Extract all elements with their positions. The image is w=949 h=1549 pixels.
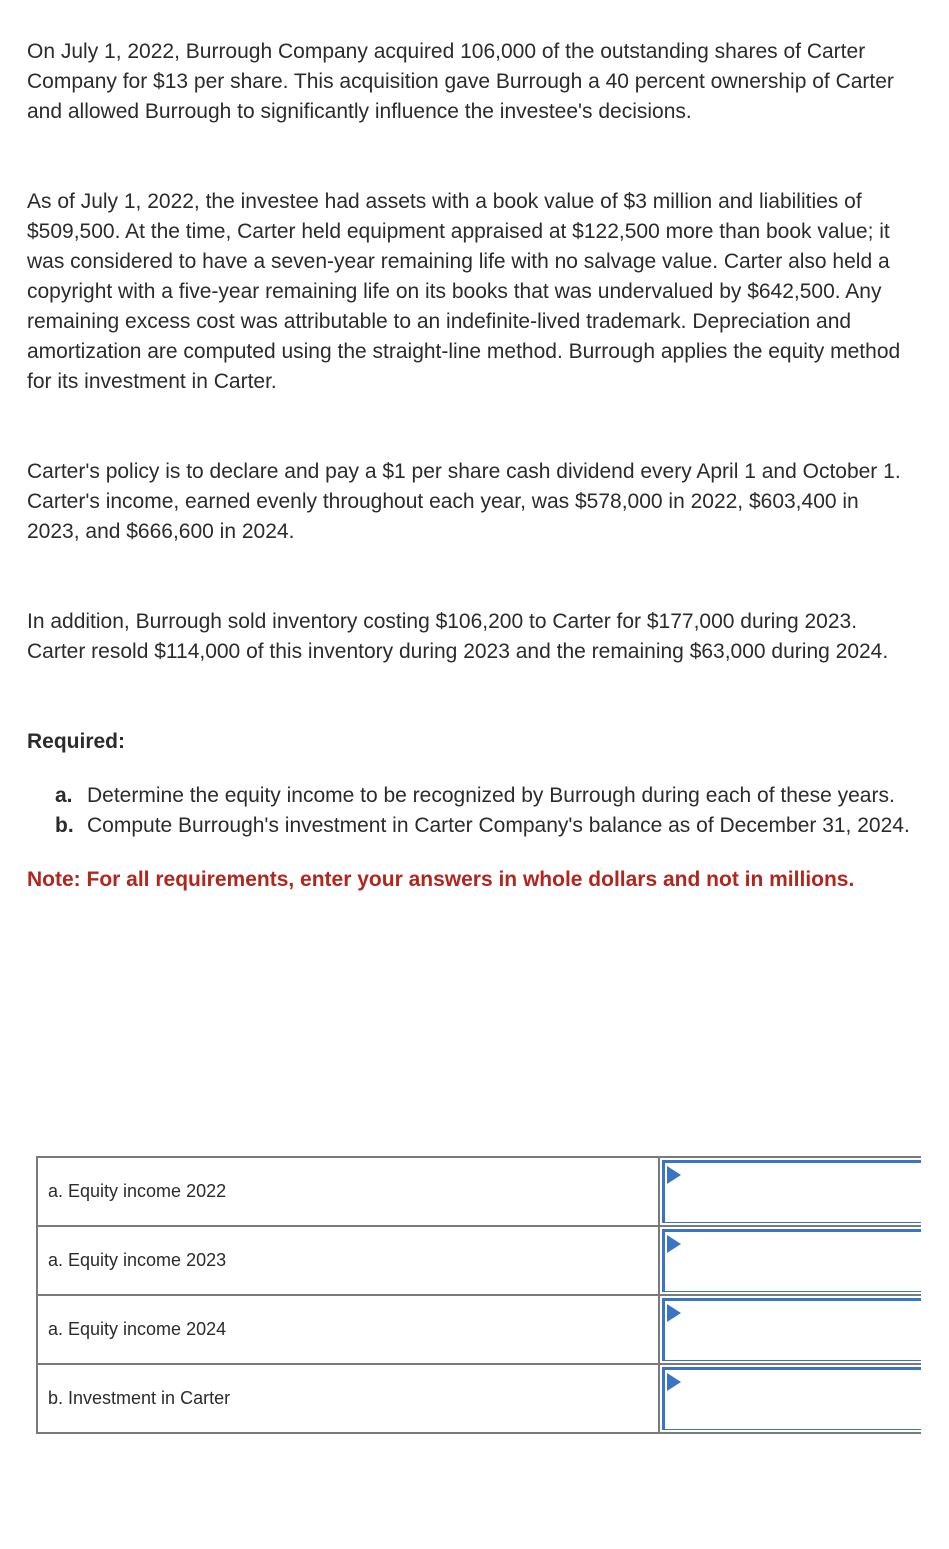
- flag-icon: [667, 1166, 681, 1184]
- required-heading: Required:: [27, 730, 126, 753]
- required-item-text: Compute Burrough's investment in Carter Company's balance as of December 31, 2024.: [87, 814, 910, 837]
- required-item-letter: a.: [55, 784, 73, 807]
- answer-input-investment[interactable]: [665, 1370, 921, 1429]
- answer-row-investment: [37, 1364, 921, 1433]
- answer-label: a. Equity income 2022: [37, 1157, 659, 1226]
- paragraph-inventory-sale: In addition, Burrough sold inventory costing $106,200 to Carter for $177,000 during 2023. Carter resold $114,000 of this inventory during 2023 and the remaining $63,000 during 2024.: [27, 610, 889, 663]
- answer-input-box: [662, 1298, 921, 1361]
- answer-row-equity-2024: [37, 1295, 921, 1364]
- flag-icon: [667, 1235, 681, 1253]
- paragraph-dividend-policy: Carter's policy is to declare and pay a $1 per share cash dividend every April 1 and October 1. Carter's income, earned evenly throughout each year, was $578,000 in 2022, $603,400 in 2023, and $666,600 in 2024.: [27, 460, 901, 543]
- answer-input-equity-2022[interactable]: [665, 1163, 921, 1222]
- note-text: Note: For all requirements, enter your answers in whole dollars and not in millions.: [27, 868, 855, 891]
- answer-cell: [659, 1226, 921, 1295]
- paragraph-investee-details: As of July 1, 2022, the investee had assets with a book value of $3 million and liabilities of $509,500. At the time, Carter held equipment appraised at $122,500 more than book value; it was considered to have a seven-year remaining life with no salvage value. Carter also held a copyright with a five-year remaining life on its books that was undervalued by $642,500. Any remaining excess cost was attributable to an indefinite-lived trademark. Depreciation and amortization are computed using the straight-line method. Burrough applies the equity method for its investment in Carter.: [27, 190, 901, 393]
- answer-input-equity-2023[interactable]: [665, 1232, 921, 1291]
- required-item-letter: b.: [55, 814, 74, 837]
- answer-row-equity-2022: [37, 1157, 921, 1226]
- answer-label: a. Equity income 2023: [37, 1226, 659, 1295]
- required-item-b: [55, 811, 917, 841]
- answer-label: a. Equity income 2024: [37, 1295, 659, 1364]
- answer-cell: [659, 1364, 921, 1433]
- problem-content: [27, 37, 917, 895]
- answer-input-box: [662, 1229, 921, 1292]
- answer-cell: [659, 1157, 921, 1226]
- paragraph-acquisition: On July 1, 2022, Burrough Company acquired 106,000 of the outstanding shares of Carter Company for $13 per share. This acquisition gave Burrough a 40 percent ownership of Carter and allowed Burrough to significantly influence the investee's decisions.: [27, 40, 894, 123]
- flag-icon: [667, 1304, 681, 1322]
- required-item-a: [55, 781, 917, 811]
- answer-label: b. Investment in Carter: [37, 1364, 659, 1433]
- required-item-text: Determine the equity income to be recognized by Burrough during each of these years.: [87, 784, 895, 807]
- answer-cell: [659, 1295, 921, 1364]
- required-list: [27, 781, 917, 841]
- answer-input-box: [662, 1160, 921, 1223]
- answer-input-equity-2024[interactable]: [665, 1301, 921, 1360]
- answer-row-equity-2023: [37, 1226, 921, 1295]
- answer-input-box: [662, 1367, 921, 1430]
- flag-icon: [667, 1373, 681, 1391]
- answer-table: [36, 1156, 921, 1434]
